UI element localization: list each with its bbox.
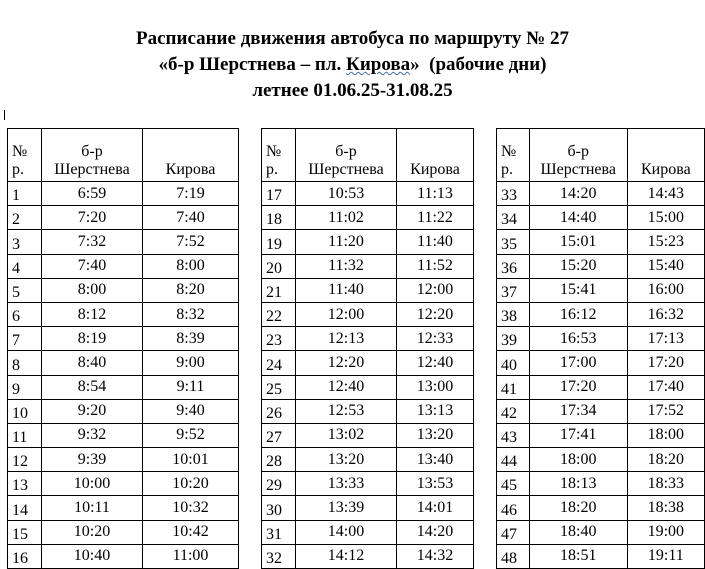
table-row	[8, 423, 239, 447]
arrival-time-cell: 15:40	[627, 254, 704, 278]
trip-number-cell: 5	[8, 278, 42, 302]
table-row	[8, 327, 239, 351]
table-row	[262, 351, 474, 375]
departure-time-cell: 13:33	[296, 472, 397, 496]
departure-time-cell: 16:53	[529, 327, 627, 351]
table-row	[497, 544, 705, 568]
table-row	[262, 182, 474, 206]
departure-time-cell: 11:20	[296, 230, 397, 254]
departure-time-cell: 11:02	[296, 206, 397, 230]
arrival-time-cell: 13:40	[397, 448, 474, 472]
trip-number-cell: 31	[262, 520, 296, 544]
arrival-time-cell: 10:42	[143, 520, 239, 544]
arrival-time-cell: 8:00	[143, 254, 239, 278]
title-line-2-underlined: Кирова	[346, 54, 411, 75]
departure-time-cell: 12:20	[296, 351, 397, 375]
arrival-time-cell: 11:40	[397, 230, 474, 254]
arrival-time-cell: 10:01	[143, 448, 239, 472]
arrival-time-cell: 16:00	[627, 278, 704, 302]
trip-number-cell: 16	[8, 544, 42, 568]
trip-number-cell: 4	[8, 254, 42, 278]
arrival-time-cell: 9:52	[143, 423, 239, 447]
trip-number-cell: 22	[262, 302, 296, 326]
departure-time-cell: 8:00	[42, 278, 143, 302]
table-row	[8, 375, 239, 399]
departure-time-cell: 10:40	[42, 544, 143, 568]
departure-time-cell: 12:13	[296, 327, 397, 351]
trip-number-cell: 21	[262, 278, 296, 302]
table-header-row	[497, 129, 705, 182]
table-row	[262, 423, 474, 447]
departure-time-cell: 7:32	[42, 230, 143, 254]
table-row	[262, 278, 474, 302]
schedule-table-3	[496, 128, 705, 569]
table-row	[262, 254, 474, 278]
table-row	[8, 254, 239, 278]
departure-time-cell: 12:53	[296, 399, 397, 423]
departure-time-cell: 8:19	[42, 327, 143, 351]
header-arrival-stop: Кирова	[627, 129, 704, 182]
arrival-time-cell: 12:33	[397, 327, 474, 351]
departure-time-cell: 10:20	[42, 520, 143, 544]
table-row	[262, 472, 474, 496]
departure-time-cell: 18:51	[529, 544, 627, 568]
trip-number-cell: 27	[262, 423, 296, 447]
table-row	[8, 182, 239, 206]
trip-number-cell: 46	[497, 496, 530, 520]
arrival-time-cell: 13:00	[397, 375, 474, 399]
departure-time-cell: 14:12	[296, 544, 397, 568]
arrival-time-cell: 19:00	[627, 520, 704, 544]
table-row	[497, 520, 705, 544]
departure-time-cell: 13:20	[296, 448, 397, 472]
trip-number-cell: 23	[262, 327, 296, 351]
trip-number-cell: 45	[497, 472, 530, 496]
departure-time-cell: 14:20	[529, 182, 627, 206]
table-row	[497, 182, 705, 206]
arrival-time-cell: 8:20	[143, 278, 239, 302]
departure-time-cell: 17:00	[529, 351, 627, 375]
departure-time-cell: 18:20	[529, 496, 627, 520]
departure-time-cell: 8:40	[42, 351, 143, 375]
table-row	[497, 351, 705, 375]
trip-number-cell: 34	[497, 206, 530, 230]
departure-time-cell: 18:00	[529, 448, 627, 472]
departure-time-cell: 6:59	[42, 182, 143, 206]
arrival-time-cell: 11:22	[397, 206, 474, 230]
title-line-1: Расписание движения автобуса по маршруту № 27	[136, 28, 569, 49]
trip-number-cell: 17	[262, 182, 296, 206]
departure-time-cell: 14:00	[296, 520, 397, 544]
departure-time-cell: 8:12	[42, 302, 143, 326]
table-row	[497, 206, 705, 230]
arrival-time-cell: 7:19	[143, 182, 239, 206]
trip-number-cell: 28	[262, 448, 296, 472]
trip-number-cell: 25	[262, 375, 296, 399]
trip-number-cell: 38	[497, 302, 530, 326]
table-row	[497, 472, 705, 496]
table-row	[262, 230, 474, 254]
arrival-time-cell: 17:20	[627, 351, 704, 375]
trip-number-cell: 40	[497, 351, 530, 375]
arrival-time-cell: 12:00	[397, 278, 474, 302]
trip-number-cell: 43	[497, 423, 530, 447]
departure-time-cell: 13:02	[296, 423, 397, 447]
arrival-time-cell: 15:00	[627, 206, 704, 230]
arrival-time-cell: 11:00	[143, 544, 239, 568]
trip-number-cell: 29	[262, 472, 296, 496]
arrival-time-cell: 13:53	[397, 472, 474, 496]
table-row	[497, 448, 705, 472]
arrival-time-cell: 14:20	[397, 520, 474, 544]
arrival-time-cell: 10:32	[143, 496, 239, 520]
departure-time-cell: 9:32	[42, 423, 143, 447]
table-header-row	[262, 129, 474, 182]
table-row	[497, 254, 705, 278]
trip-number-cell: 3	[8, 230, 42, 254]
trip-number-cell: 6	[8, 302, 42, 326]
trip-number-cell: 36	[497, 254, 530, 278]
header-arrival-stop: Кирова	[397, 129, 474, 182]
trip-number-cell: 8	[8, 351, 42, 375]
arrival-time-cell: 18:00	[627, 423, 704, 447]
departure-time-cell: 11:32	[296, 254, 397, 278]
arrival-time-cell: 9:00	[143, 351, 239, 375]
trip-number-cell: 19	[262, 230, 296, 254]
departure-time-cell: 12:00	[296, 302, 397, 326]
table-row	[262, 448, 474, 472]
trip-number-cell: 42	[497, 399, 530, 423]
title-line-2	[0, 52, 705, 78]
table-row	[8, 544, 239, 568]
trip-number-cell: 10	[8, 399, 42, 423]
table-row	[497, 375, 705, 399]
arrival-time-cell: 9:11	[143, 375, 239, 399]
trip-number-cell: 18	[262, 206, 296, 230]
table-row	[8, 302, 239, 326]
trip-number-cell: 35	[497, 230, 530, 254]
arrival-time-cell: 14:32	[397, 544, 474, 568]
arrival-time-cell: 18:33	[627, 472, 704, 496]
arrival-time-cell: 18:38	[627, 496, 704, 520]
trip-number-cell: 41	[497, 375, 530, 399]
arrival-time-cell: 8:39	[143, 327, 239, 351]
departure-time-cell: 17:41	[529, 423, 627, 447]
departure-time-cell: 18:40	[529, 520, 627, 544]
departure-time-cell: 10:53	[296, 182, 397, 206]
departure-time-cell: 8:54	[42, 375, 143, 399]
arrival-time-cell: 7:52	[143, 230, 239, 254]
table-row	[8, 230, 239, 254]
header-trip-number: № р.	[8, 129, 42, 182]
arrival-time-cell: 12:20	[397, 302, 474, 326]
trip-number-cell: 33	[497, 182, 530, 206]
arrival-time-cell: 11:13	[397, 182, 474, 206]
schedule-table-1	[7, 128, 239, 569]
departure-time-cell: 12:40	[296, 375, 397, 399]
trip-number-cell: 26	[262, 399, 296, 423]
document-title	[0, 26, 705, 104]
header-trip-number: № р.	[497, 129, 530, 182]
trip-number-cell: 11	[8, 423, 42, 447]
table-row	[8, 496, 239, 520]
table-row	[497, 278, 705, 302]
table-row	[497, 496, 705, 520]
table-row	[262, 206, 474, 230]
departure-time-cell: 9:39	[42, 448, 143, 472]
departure-time-cell: 10:11	[42, 496, 143, 520]
table-header-row	[8, 129, 239, 182]
arrival-time-cell: 13:13	[397, 399, 474, 423]
table-row	[262, 544, 474, 568]
trip-number-cell: 13	[8, 472, 42, 496]
arrival-time-cell: 7:40	[143, 206, 239, 230]
trip-number-cell: 39	[497, 327, 530, 351]
departure-time-cell: 13:39	[296, 496, 397, 520]
arrival-time-cell: 9:40	[143, 399, 239, 423]
trip-number-cell: 14	[8, 496, 42, 520]
trip-number-cell: 20	[262, 254, 296, 278]
arrival-time-cell: 17:13	[627, 327, 704, 351]
table-row	[8, 472, 239, 496]
departure-time-cell: 15:01	[529, 230, 627, 254]
title-line-3: летнее 01.06.25-31.08.25	[252, 80, 453, 101]
arrival-time-cell: 16:32	[627, 302, 704, 326]
arrival-time-cell: 8:32	[143, 302, 239, 326]
table-row	[262, 496, 474, 520]
text-cursor-mark	[4, 110, 5, 120]
table-row	[262, 302, 474, 326]
header-departure-stop: б-р Шерстнева	[296, 129, 397, 182]
arrival-time-cell: 15:23	[627, 230, 704, 254]
trip-number-cell: 24	[262, 351, 296, 375]
departure-time-cell: 15:20	[529, 254, 627, 278]
departure-time-cell: 9:20	[42, 399, 143, 423]
trip-number-cell: 30	[262, 496, 296, 520]
departure-time-cell: 14:40	[529, 206, 627, 230]
arrival-time-cell: 14:01	[397, 496, 474, 520]
arrival-time-cell: 17:52	[627, 399, 704, 423]
trip-number-cell: 12	[8, 448, 42, 472]
trip-number-cell: 48	[497, 544, 530, 568]
arrival-time-cell: 17:40	[627, 375, 704, 399]
schedule-table-2	[261, 128, 474, 569]
arrival-time-cell: 11:52	[397, 254, 474, 278]
table-row	[497, 399, 705, 423]
table-row	[8, 448, 239, 472]
table-row	[8, 520, 239, 544]
table-row	[8, 399, 239, 423]
trip-number-cell: 47	[497, 520, 530, 544]
header-trip-number: № р.	[262, 129, 296, 182]
table-row	[8, 206, 239, 230]
table-row	[8, 278, 239, 302]
trip-number-cell: 1	[8, 182, 42, 206]
table-row	[262, 375, 474, 399]
header-departure-stop: б-р Шерстнева	[529, 129, 627, 182]
departure-time-cell: 11:40	[296, 278, 397, 302]
trip-number-cell: 7	[8, 327, 42, 351]
departure-time-cell: 10:00	[42, 472, 143, 496]
trip-number-cell: 44	[497, 448, 530, 472]
departure-time-cell: 7:40	[42, 254, 143, 278]
trip-number-cell: 2	[8, 206, 42, 230]
departure-time-cell: 16:12	[529, 302, 627, 326]
arrival-time-cell: 13:20	[397, 423, 474, 447]
arrival-time-cell: 18:20	[627, 448, 704, 472]
departure-time-cell: 17:20	[529, 375, 627, 399]
title-line-2-end: » (рабочие дни)	[410, 54, 547, 75]
trip-number-cell: 15	[8, 520, 42, 544]
table-row	[497, 230, 705, 254]
table-row	[497, 302, 705, 326]
departure-time-cell: 17:34	[529, 399, 627, 423]
title-line-2-start: «б-р Шерстнева – пл.	[158, 54, 347, 75]
arrival-time-cell: 19:11	[627, 544, 704, 568]
departure-time-cell: 18:13	[529, 472, 627, 496]
table-row	[8, 351, 239, 375]
header-arrival-stop: Кирова	[143, 129, 239, 182]
table-row	[497, 423, 705, 447]
trip-number-cell: 37	[497, 278, 530, 302]
table-row	[262, 520, 474, 544]
table-row	[262, 327, 474, 351]
table-row	[262, 399, 474, 423]
trip-number-cell: 32	[262, 544, 296, 568]
header-departure-stop: б-р Шерстнева	[42, 129, 143, 182]
departure-time-cell: 15:41	[529, 278, 627, 302]
departure-time-cell: 7:20	[42, 206, 143, 230]
arrival-time-cell: 14:43	[627, 182, 704, 206]
trip-number-cell: 9	[8, 375, 42, 399]
arrival-time-cell: 12:40	[397, 351, 474, 375]
arrival-time-cell: 10:20	[143, 472, 239, 496]
table-row	[497, 327, 705, 351]
